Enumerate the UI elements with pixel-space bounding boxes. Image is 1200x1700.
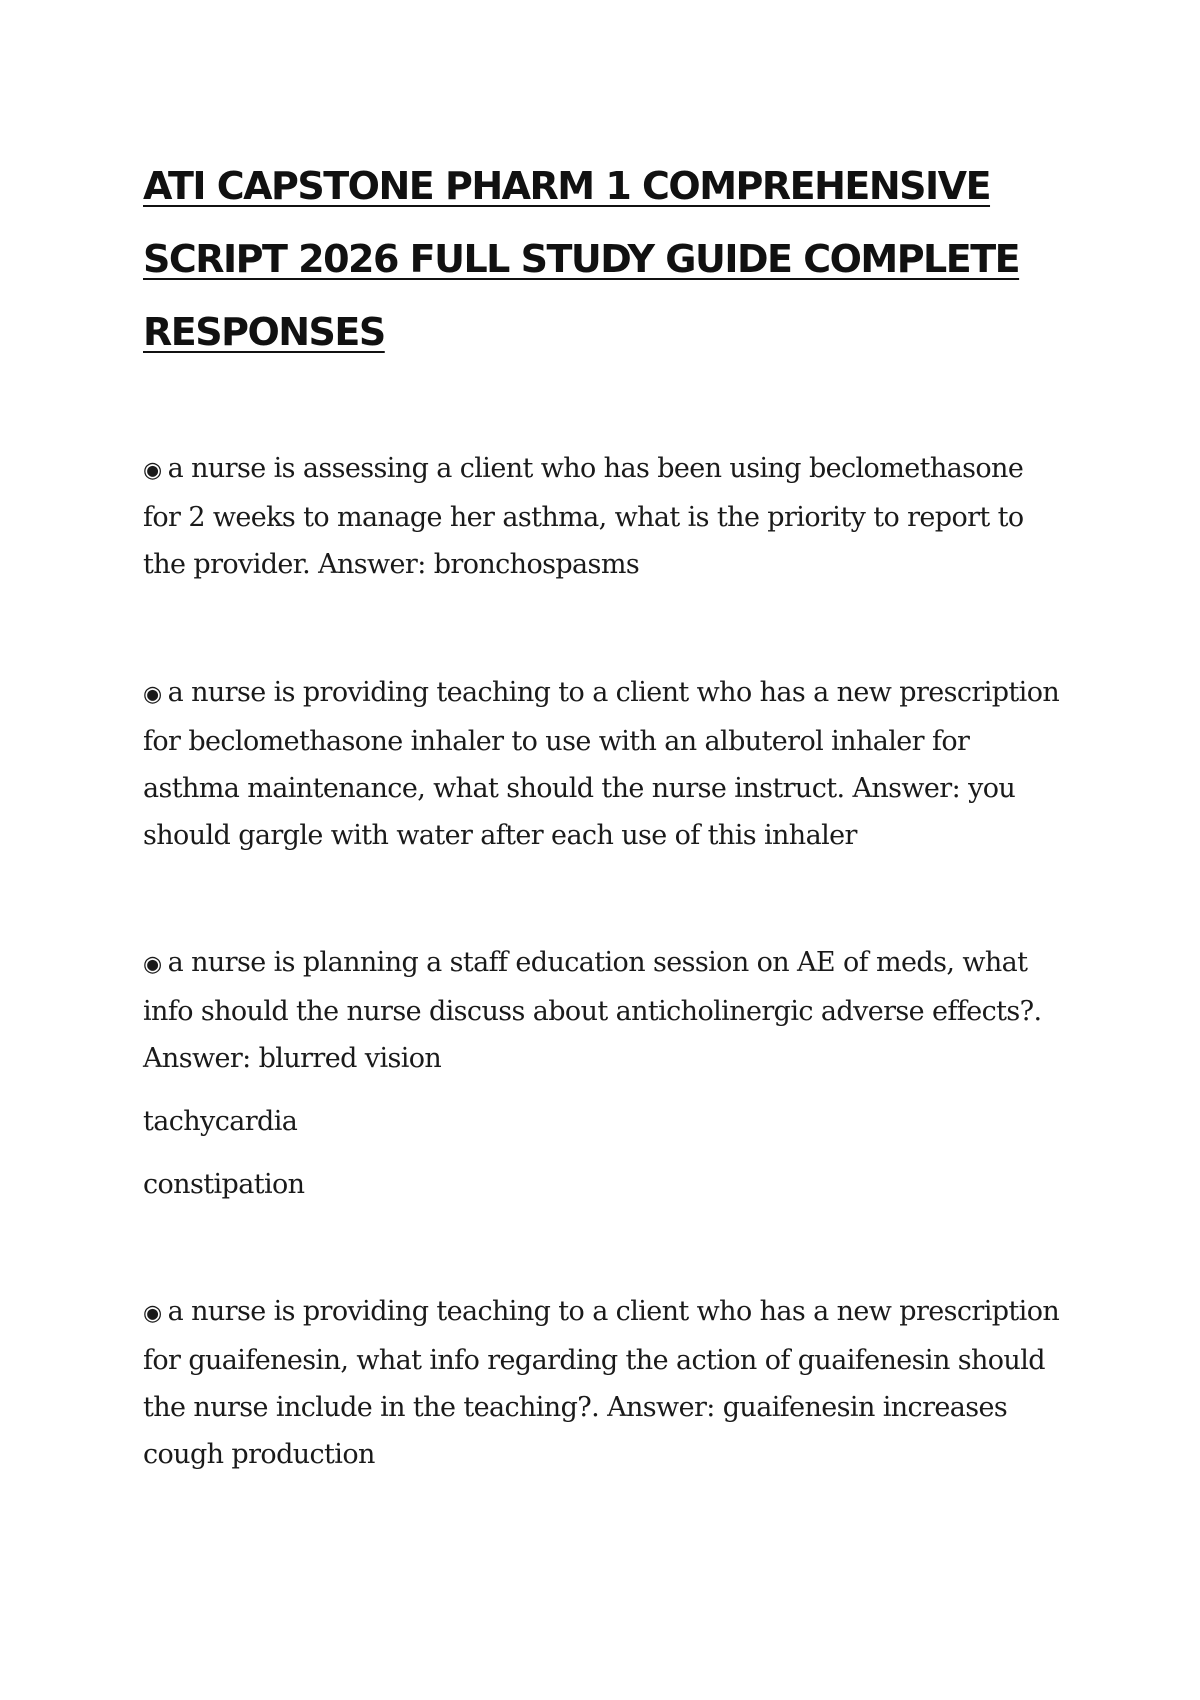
question-item-3 [143,939,1063,1082]
question-text-1: a nurse is assessing a client who has been using beclomethasone for 2 weeks to manage her asthma, what is the priority to report to the provider. Answer: bronchospasms [143,453,1024,580]
question-item-4 [143,1288,1063,1478]
question-text-4: a nurse is providing teaching to a client who has a new prescription for guaifenesin, what info regarding the action of guaifenesin should the nurse include in the teaching?. Answer: guaifenesin increases cough production [143,1296,1060,1470]
radio-bullet-icon: ◉ [143,1301,162,1326]
question-item-1 [143,445,1063,588]
answer-line-tachycardia: tachycardia [143,1106,298,1137]
question-text-3: a nurse is planning a staff education session on AE of meds, what info should the nurse discuss about anticholinergic adverse effects?. Answer: blurred vision [143,947,1042,1074]
document-page [143,150,1063,1478]
question-item-2 [143,669,1063,859]
question-text-2: a nurse is providing teaching to a client who has a new prescription for beclomethasone inhaler to use with an albuterol inhaler for asthma maintenance, what should the nurse instruct. Answer: you should gargle with water after each use of this inhaler [143,677,1060,851]
answer-line-constipation: constipation [143,1169,305,1200]
document-title: ATI CAPSTONE PHARM 1 COMPREHENSIVE SCRIPT 2026 FULL STUDY GUIDE COMPLETE RESPONSES [143,164,1020,354]
radio-bullet-icon: ◉ [143,952,162,977]
radio-bullet-icon: ◉ [143,682,162,707]
radio-bullet-icon: ◉ [143,458,162,483]
